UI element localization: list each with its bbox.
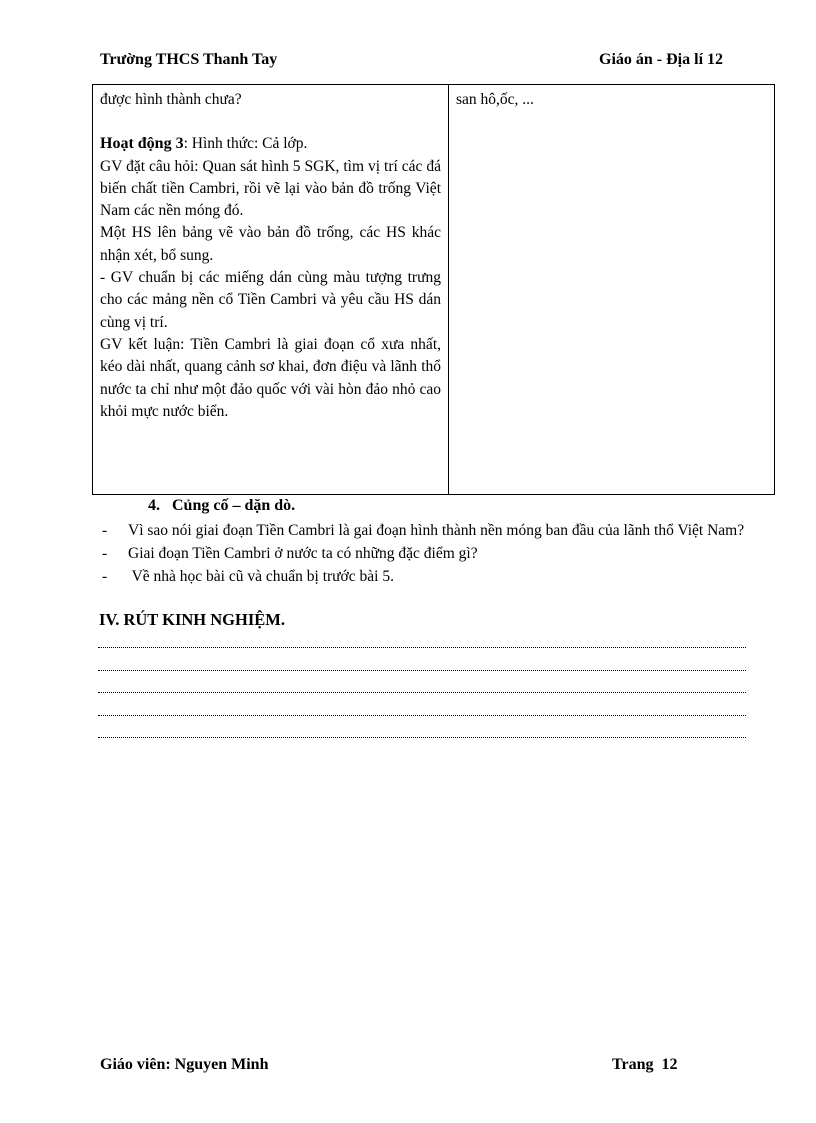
section-number: 4. [148, 497, 160, 514]
section-title: Củng cố – dặn dò. [172, 497, 296, 514]
section-iv-heading: IV. RÚT KINH NGHIỆM. [99, 610, 285, 629]
page-number: Trang 12 [612, 1056, 678, 1073]
activity-heading [100, 133, 441, 155]
content-cell [449, 85, 775, 495]
activity-paragraph: GV đặt câu hỏi: Quan sát hình 5 SGK, tìm vị trí các đá biến chất tiền Cambri, rồi vẽ lại vào bản đồ trống Việt Nam các nền móng đó. [100, 157, 441, 220]
activity-paragraph: Một HS lên bảng vẽ vào bản đồ trống, các HS khác nhận xét, bổ sung. [100, 224, 441, 264]
dotted-line [98, 671, 746, 694]
content-text: san hô,ốc, ... [456, 91, 534, 108]
lesson-table [92, 84, 775, 495]
table-row [93, 85, 775, 495]
section-heading [148, 497, 295, 515]
list-item-text: Giai đoạn Tiền Cambri ở nước ta có những đặc điểm gì? [128, 545, 478, 562]
bullet-dash: - [102, 522, 108, 539]
activity-form: : Hình thức: Cả lớp. [183, 135, 308, 153]
review-list [100, 519, 770, 588]
dotted-line [98, 693, 746, 716]
list-item-text: Về nhà học bài cũ và chuẩn bị trước bài 5. [128, 568, 394, 585]
list-item [100, 565, 770, 588]
school-name: Trường THCS Thanh Tay [100, 51, 278, 68]
bullet-dash: - [102, 545, 108, 562]
dotted-line [98, 648, 746, 671]
activity-label: Hoạt động 3 [100, 135, 184, 153]
conclusion-paragraph: GV kết luận: Tiền Cambri là giai đoạn cổ xưa nhất, kéo dài nhất, quang cảnh sơ khai, đơn điệu và lãnh thổ nước ta chỉ như một đảo quốc với vài hòn đảo nhỏ cao khỏi mực nước biển. [100, 335, 441, 420]
activity-paragraph: - GV chuẩn bị các miếng dán cùng màu tượng trưng cho các mảng nền cổ Tiền Cambri và yêu cầu HS dán cùng vị trí. [100, 269, 441, 331]
dotted-line [98, 716, 746, 739]
list-item-text: Vì sao nói giai đoạn Tiền Cambri là gai đoạn hình thành nền móng ban đầu của lãnh thổ Việt Nam? [128, 522, 745, 539]
bullet-dash: - [102, 568, 108, 585]
notes-area [98, 647, 746, 738]
list-item [100, 519, 770, 542]
list-item [100, 542, 770, 565]
teacher-activity-cell [93, 85, 449, 495]
subject-title: Giáo án - Địa lí 12 [599, 51, 724, 68]
teacher-name: Giáo viên: Nguyen Minh [100, 1056, 269, 1073]
continuation-text: được hình thành chưa? [100, 91, 242, 108]
